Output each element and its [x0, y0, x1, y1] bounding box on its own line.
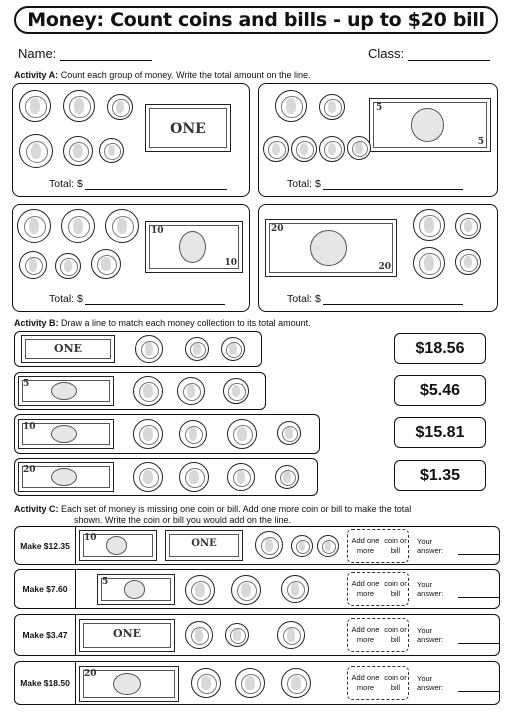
activity-c-row-4: Make $18.50 20 Add one more coin or bill Your answer: [14, 661, 500, 705]
total-field[interactable]: Total: $ [287, 178, 463, 190]
penny-coin [455, 249, 481, 275]
add-coin-box[interactable]: Add one more coin or bill [347, 666, 409, 700]
five-dollar-bill: 5 5 [369, 98, 491, 152]
quarter-coin [185, 621, 213, 649]
quarter-coin [63, 90, 95, 122]
name-field[interactable] [18, 46, 152, 61]
half-dollar-coin [185, 575, 215, 605]
answer-field[interactable]: Your answer: [417, 626, 499, 644]
quarter-coin [17, 209, 51, 243]
quarter-coin [133, 376, 163, 406]
total-field[interactable]: Total: $ [49, 293, 225, 305]
dime-coin [225, 623, 249, 647]
activity-b-row-4 [14, 458, 318, 496]
class-label: Class: [368, 46, 405, 61]
nickel-coin [91, 249, 121, 279]
one-dollar-bill: ONE [165, 530, 243, 561]
penny-coin [277, 421, 301, 445]
activity-a-box-4 [258, 204, 498, 312]
twenty-dollar-bill: 20 [79, 666, 179, 702]
quarter-coin [105, 209, 139, 243]
dime-coin [107, 94, 133, 120]
activity-c-row-1: Make $12.35 10 ONE Add one more coin or bill Your answer: [14, 526, 500, 565]
nickel-coin [413, 247, 445, 279]
amount-box[interactable]: $15.81 [394, 417, 486, 448]
quarter-coin [231, 575, 261, 605]
nickel-coin [227, 463, 255, 491]
add-coin-box[interactable]: Add one more coin or bill [347, 529, 409, 563]
quarter-coin [177, 377, 205, 405]
answer-field[interactable]: Your answer: [417, 537, 499, 555]
dime-coin [185, 337, 209, 361]
quarter-coin [275, 90, 307, 122]
five-dollar-bill: 5 [97, 574, 175, 605]
penny-coin [455, 213, 481, 239]
quarter-coin [135, 335, 163, 363]
amount-box[interactable]: $18.56 [394, 333, 486, 364]
nickel-coin [281, 575, 309, 603]
penny-coin [319, 136, 345, 162]
half-dollar-coin [19, 134, 53, 168]
penny-coin [291, 136, 317, 162]
add-coin-box[interactable]: Add one more coin or bill [347, 572, 409, 606]
activity-c-heading: Activity C: Each set of money is missing one coin or bill. Add one more coin or bill to make the total shown. Write the coin or bill you would add on the line. [14, 504, 412, 525]
activity-a-box-3 [12, 204, 250, 312]
dime-coin [55, 253, 81, 279]
penny-coin [99, 138, 124, 163]
one-dollar-bill: ONE [21, 335, 115, 363]
class-line[interactable] [408, 49, 490, 61]
class-field[interactable] [368, 46, 490, 61]
name-label: Name: [18, 46, 57, 61]
name-line[interactable] [60, 49, 152, 61]
activity-b-row-3 [14, 414, 320, 454]
penny-coin [275, 465, 299, 489]
dime-coin [263, 136, 289, 162]
dime-coin [19, 251, 47, 279]
add-coin-box[interactable]: Add one more coin or bill [347, 618, 409, 652]
quarter-coin [191, 668, 221, 698]
quarter-coin [179, 420, 207, 448]
dime-coin [291, 535, 313, 557]
activity-a-box-1 [12, 83, 250, 197]
dime-coin [319, 94, 345, 120]
dime-coin [317, 535, 339, 557]
quarter-coin [235, 668, 265, 698]
quarter-coin [133, 419, 163, 449]
answer-field[interactable]: Your answer: [417, 580, 499, 598]
total-field[interactable]: Total: $ [287, 293, 463, 305]
activity-a-heading: Activity A: Count each group of money. Write the total amount on the line. [14, 70, 311, 80]
penny-coin [347, 136, 371, 160]
one-dollar-bill: ONE [79, 619, 175, 652]
ten-dollar-bill: 10 [18, 419, 114, 449]
activity-c-row-2: Make $7.60 5 Add one more coin or bill Your answer: [14, 569, 500, 609]
nickel-coin [281, 668, 311, 698]
nickel-coin [227, 419, 257, 449]
quarter-coin [19, 90, 51, 122]
quarter-coin [413, 209, 445, 241]
dime-coin [223, 378, 249, 404]
ten-dollar-bill: 10 [79, 530, 157, 561]
quarter-coin [133, 462, 163, 492]
amount-box[interactable]: $1.35 [394, 460, 486, 491]
dime-coin [221, 337, 245, 361]
activity-b-row-1 [14, 331, 262, 367]
activity-b-heading: Activity B: Draw a line to match each money collection to its total amount. [14, 318, 311, 328]
page-title: Money: Count coins and bills - up to $20 bill [14, 6, 498, 34]
twenty-dollar-bill: 20 20 [265, 219, 397, 277]
quarter-coin [255, 531, 283, 559]
quarter-coin [61, 209, 95, 243]
activity-a-box-2 [258, 83, 498, 197]
ten-dollar-bill: 10 10 [145, 221, 243, 273]
nickel-coin [63, 136, 93, 166]
total-field[interactable]: Total: $ [49, 178, 227, 190]
twenty-dollar-bill: 20 [18, 462, 114, 492]
nickel-coin [277, 621, 305, 649]
five-dollar-bill: 5 [18, 376, 114, 406]
activity-c-row-3: Make $3.47 ONE Add one more coin or bill Your answer: [14, 614, 500, 656]
activity-b-row-2 [14, 372, 266, 410]
one-dollar-bill: ONE [145, 104, 231, 152]
amount-box[interactable]: $5.46 [394, 375, 486, 406]
quarter-coin [179, 462, 209, 492]
answer-field[interactable]: Your answer: [417, 674, 499, 692]
